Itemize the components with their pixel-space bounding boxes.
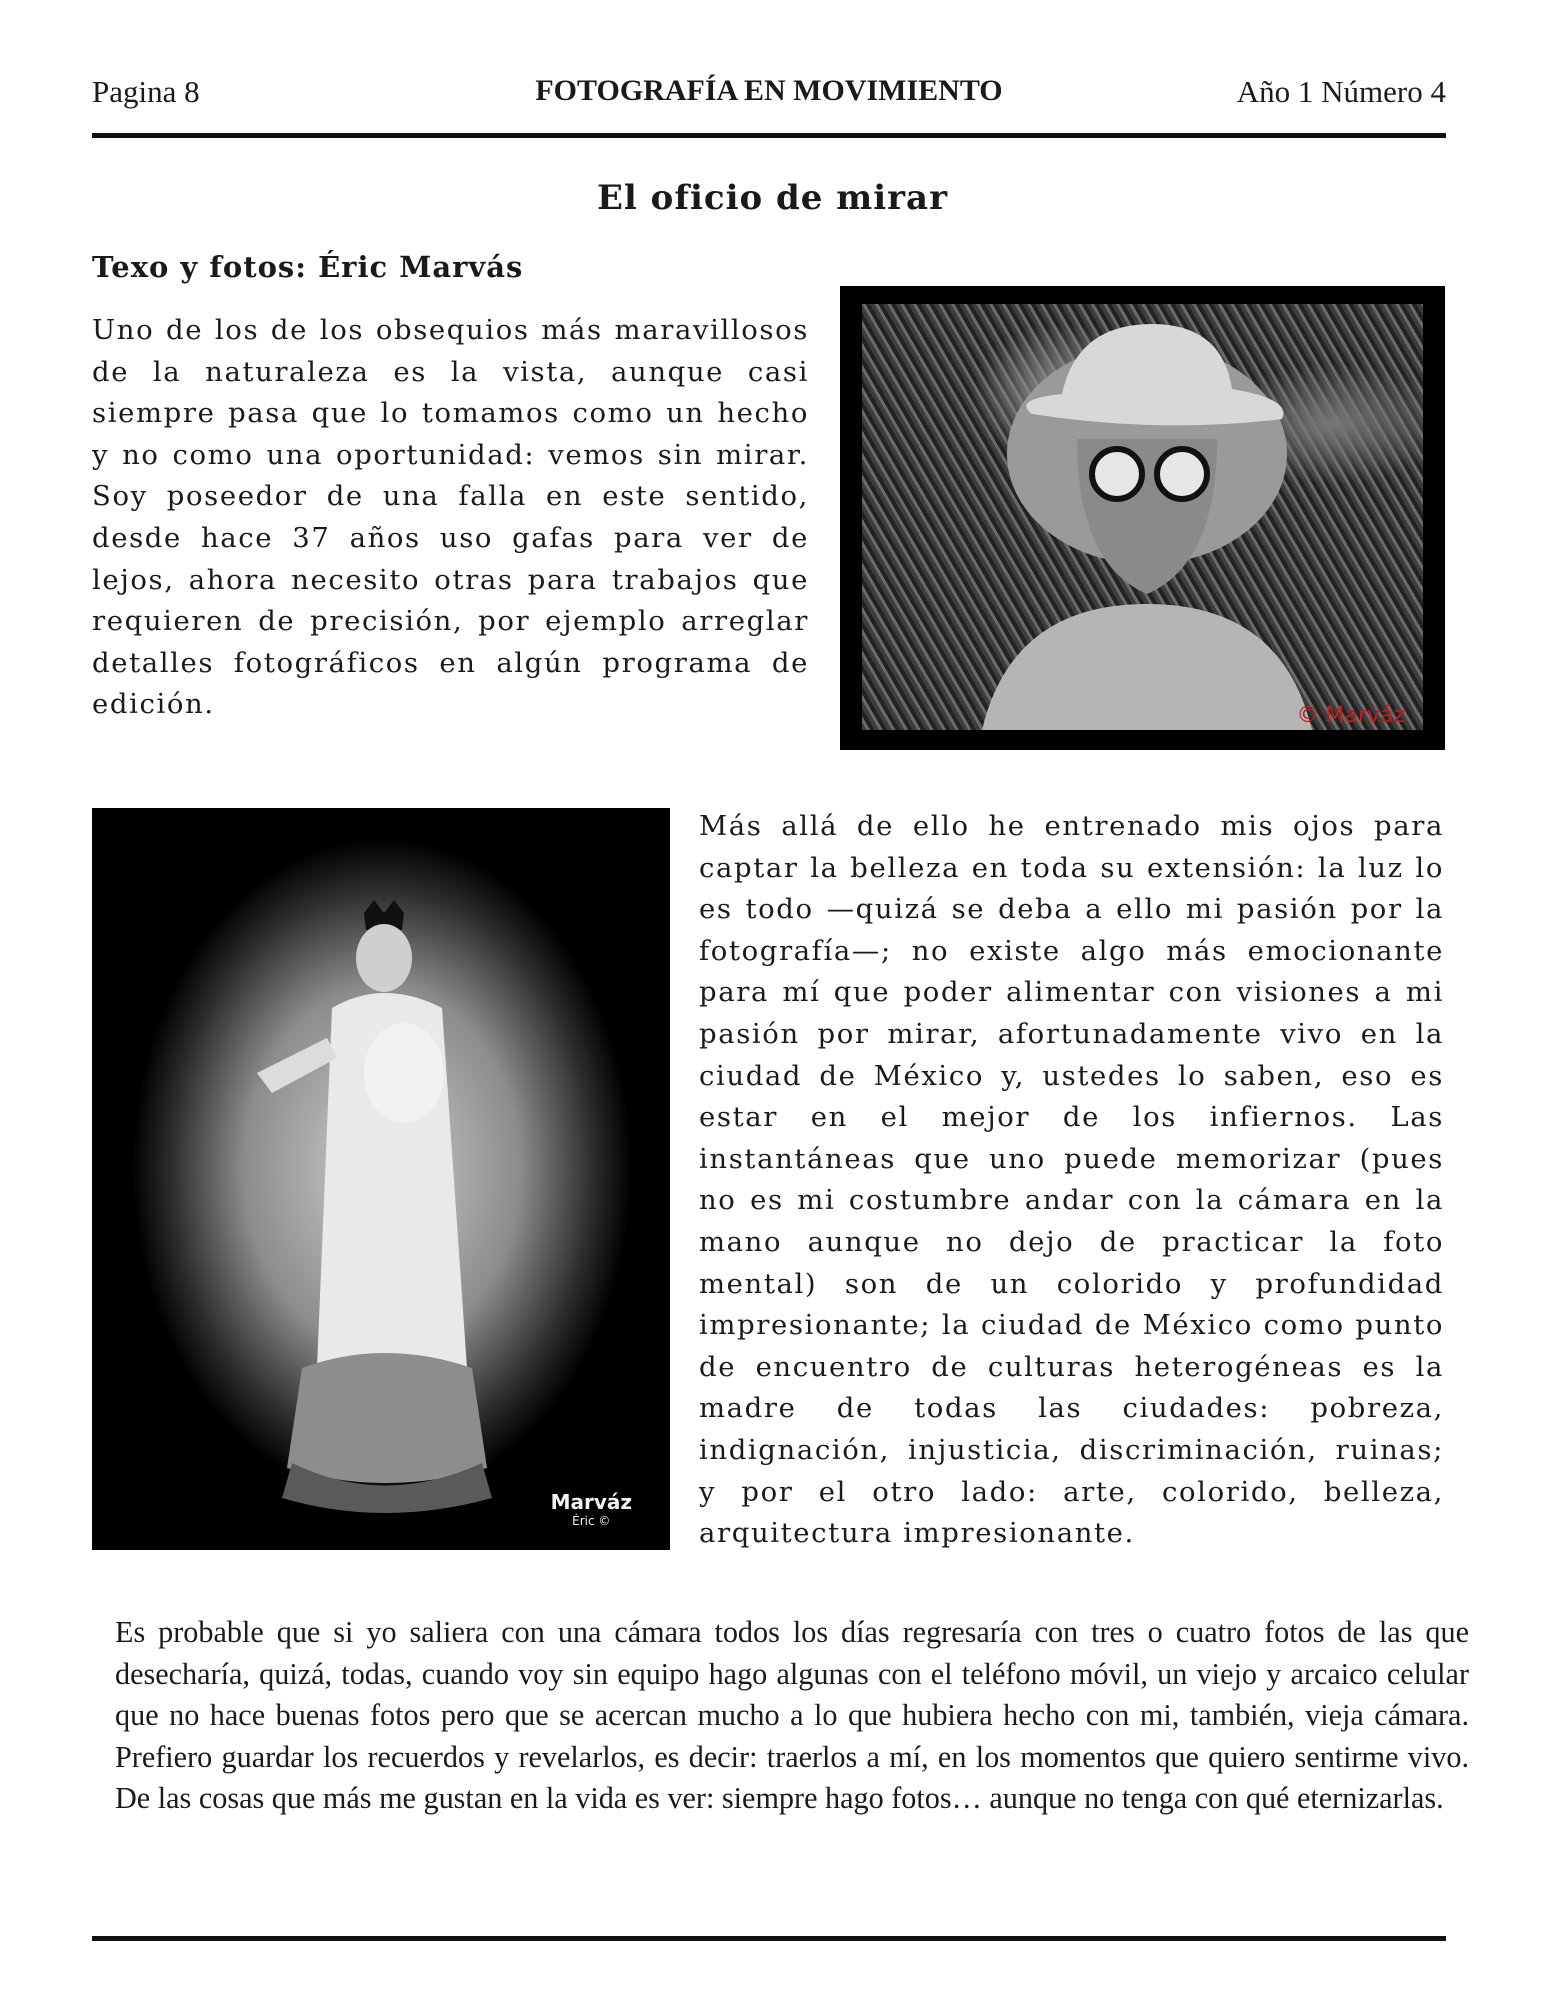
statue-photo-image [92, 808, 670, 1550]
publication-name: FOTOGRAFÍA EN MOVIMIENTO [535, 74, 1003, 107]
statue-figure-icon [92, 808, 670, 1550]
portrait-photo-image [862, 304, 1423, 730]
paragraph-2: Más allá de ello he entrenado mis ojos para captar la belleza en toda su extensión: la luz lo es todo —quizá se deba a ello mi pasión por la fotografía—; no existe algo más emocionante para mí que poder alimentar con visiones a mi pasión por mirar, afortunadamente vivo en la ciudad de México y, ustedes lo saben, eso es estar en el mejor de los infiernos. Las instantáneas que uno puede memorizar (pues no es mi costumbre andar con la cámara en la mano aunque no dejo de practicar la foto mental) son de un colorido y profundidad impresionante; la ciudad de México como punto de encuentro de culturas heterogéneas es la madre de todas las ciudades: pobreza, indignación, injusticia, discriminación, ruinas; y por el otro lado: arte, colorido, belleza, arquitectura impresionante. [699, 810, 1444, 1550]
portrait-watermark: © Marváz [1296, 703, 1405, 728]
portrait-photo-old-man [840, 286, 1445, 750]
statue-watermark-name: Marváz [550, 1490, 632, 1514]
footer-rule [92, 1936, 1446, 1941]
statue-watermark [551, 1490, 632, 1528]
paragraph-1: Uno de los de los obsequios más maravillosos de la naturaleza es la vista, aunque casi siempre pasa que lo tomamos como un hecho y no como una oportunidad: vemos sin mirar. Soy poseedor de una falla en este sentido, desde hace 37 años uso gafas para ver de lejos, ahora necesito otras para trabajos que requieren de precisión, por ejemplo arreglar detalles fotográficos en algún programa de edición. [92, 314, 809, 721]
article-title: El oficio de mirar [596, 178, 948, 218]
statue-photo-virgin [92, 808, 670, 1550]
article-byline: Texo y fotos: Éric Marvás [92, 250, 524, 284]
portrait-figure-icon [862, 304, 1423, 730]
issue-number: Año 1 Número 4 [1236, 74, 1446, 109]
page-header [92, 74, 1446, 114]
paragraph-3: Es probable que si yo saliera con una cámara todos los días regresaría con tres o cuatro fotos de las que desecharía, quizá, todas, cuando voy sin equipo hago algunas con el teléfono móvil, un viejo y arcaico celular que no hace buenas fotos pero que se acercan mucho a lo que hubiera hecho con mi, también, vieja cámara. Prefiero guardar los recuerdos y revelarlos, es decir: traerlos a mí, en los momentos que quiero sentirme vivo. De las cosas que más me gustan en la vida es ver: siempre hago fotos… aunque no tenga con qué eternizarlas. [115, 1615, 1469, 1816]
page-number: Pagina 8 [92, 74, 200, 109]
statue-watermark-sub: Éric © [572, 1514, 611, 1528]
header-rule [92, 133, 1446, 138]
